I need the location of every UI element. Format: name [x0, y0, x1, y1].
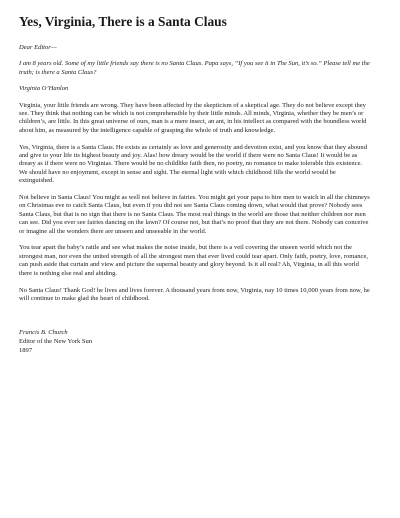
paragraph-1: Virginia, your little friends are wrong. They have been affected by the skepticism of a skeptical age. They do not believe except they see. They think that nothing can be which is not comprehensible by their little minds. All minds, Virginia, whether they be men’s or children’s, are little. In this great universe of ours, man is a mere insect, an ant, in his intellect as compared with the boundless world about him, as measured by the intelligence capable of grasping the whole of truth and knowledge.: [19, 101, 367, 134]
signature-block: [19, 329, 370, 355]
salutation: Dear Editor—: [19, 44, 57, 51]
letter-text: I am 8 years old. Some of my little friends say there is no Santa Claus. Papa says, “If you see it in The Sun, it’s so.” Please tell me the truth; is there a Santa Claus?: [19, 60, 370, 76]
paragraph-2: Yes, Virginia, there is a Santa Claus. He exists as certainly as love and generosity and devotion exist, and you know that they abound and give to your life its highest beauty and joy. Alas! how dreary would be the world if there were no Santa Claus! It would be as dreary as if there were no Virginias. There would be no childlike faith then, no poetry, no romance to make tolerable this existence. We should have no enjoyment, except in sense and sight. The eternal light with which childhood fills the world would be extinguished.: [19, 143, 367, 185]
signature-year: 1897: [19, 346, 33, 354]
signature-name: Francis B. Church: [19, 329, 68, 337]
letter-author: Virginia O’Hanlon: [19, 85, 69, 93]
document-title: Yes, Virginia, There is a Santa Claus: [19, 14, 227, 29]
paragraph-3: Not believe in Santa Claus! You might as well not believe in fairies. You might get your papa to hire men to watch in all the chimneys on Christmas eve to catch Santa Claus, but even if you did not see Santa Claus coming down, what would that prove? Nobody sees Santa Claus, but that is no sign that there is no Santa Claus. The most real things in the world are those that neither children nor men can see. Did you ever see fairies dancing on the lawn? Of course not, but that’s no proof that they are not there. Nobody can conceive or imagine all the wonders there are unseen and unseeable in the world.: [19, 194, 370, 235]
signature-role: Editor of the New York Sun: [19, 337, 93, 345]
paragraph-4: You tear apart the baby’s rattle and see what makes the noise inside, but there is a veil covering the unseen world which not the strongest man, nor even the united strength of all the strongest men that ever lived could tear apart. Only faith, poetry, love, romance, can push aside that curtain and view and picture the supernal beauty and glory beyond. Is it all real? Ah, Virginia, in all this world there is nothing else real and abiding.: [19, 244, 368, 277]
paragraph-5: No Santa Claus! Thank God! he lives and lives forever. A thousand years from now, Virginia, nay 10 times 10,000 years from now, he will continue to make glad the heart of childhood.: [19, 286, 370, 302]
